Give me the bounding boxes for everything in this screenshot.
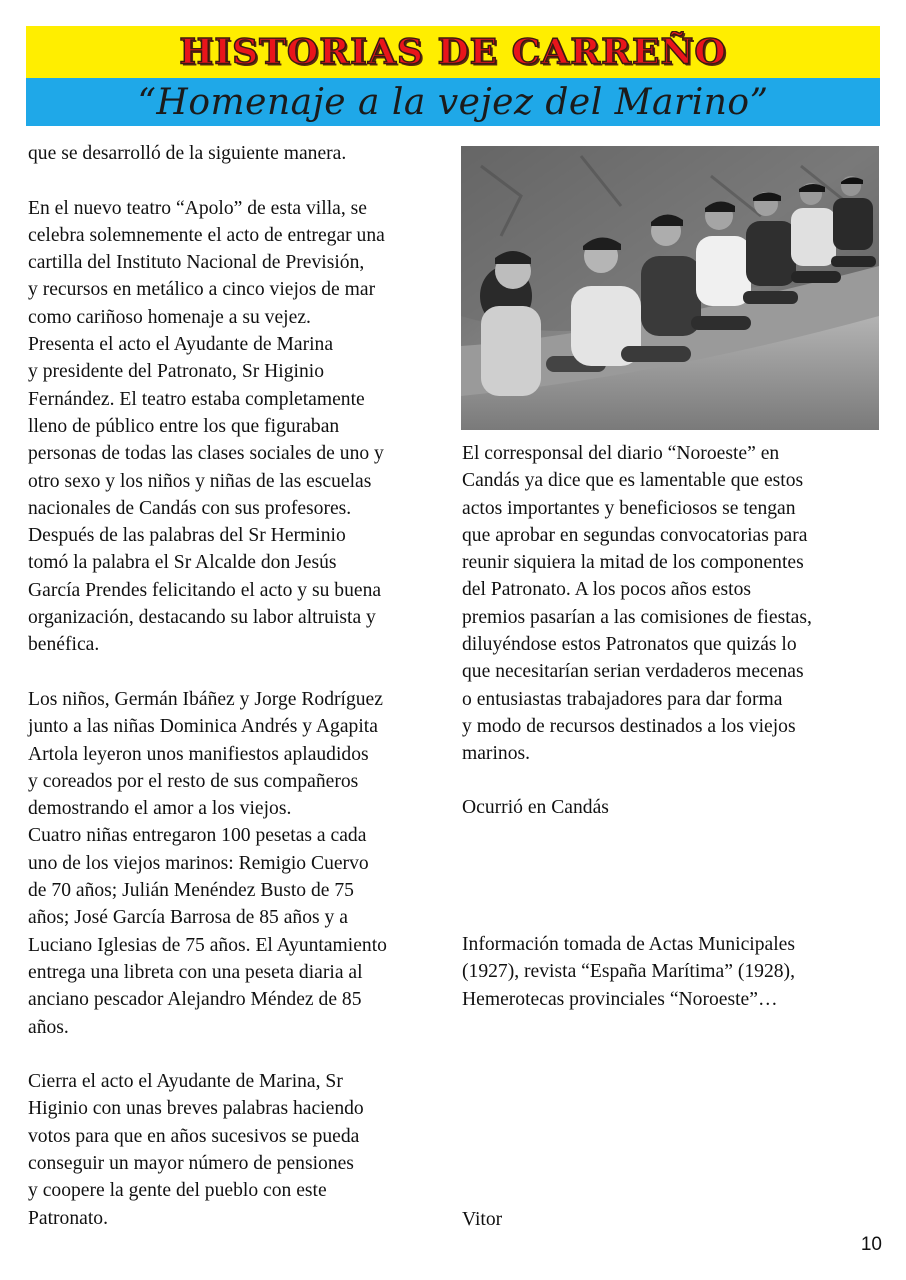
right-column-location: Ocurrió en Candás [462,797,609,818]
right-column-sources: Información tomada de Actas Municipales (1927), revista “España Marítima” (1928), Hemerotecas provinciales “Noroeste”… [462,934,795,1010]
page-number: 10 [860,1234,882,1255]
author-signature: Vitor [462,1209,503,1230]
left-column-text: que se desarrolló de la siguiente manera. En el nuevo teatro “Apolo” de esta villa, se celebra solemnemente el acto de entregar una cartilla del Instituto Nacional de Previsión, y recursos en metálico a cinco viejos de mar como cariñoso homenaje a su vejez. Presenta el acto el Ayudante de Marina y presidente del Patronato, Sr Higinio Fernández. El teatro estaba completamente lleno de público entre los que figuraban personas de todas las clases sociales de uno y otro sexo y los niños y niñas de las escuelas nacionales de Candás con sus profesores. Después de las palabras del Sr Herminio tomó la palabra el Sr Alcalde don Jesús García Prendes felicitando el acto y su buena organización, destacando su labor altruista y benéfica. Los niños, Germán Ibáñez y Jorge Rodríguez junto a las niñas Dominica Andrés y Agapita Artola leyeron unos manifiestos aplaudidos y coreados por el resto de sus compañeros demostrando el amor a los viejos. Cuatro niñas entregaron 100 pesetas a cada uno de los viejos marinos: Remigio Cuervo de 70 años; Julián Menéndez Busto de 75 años; José García Barrosa de 85 años y a Luciano Iglesias de 75 años. El Ayuntamiento entrega una libreta con una peseta diaria al anciano pescador Alejandro Méndez de 85 años. Cierra el acto el Ayudante de Marina, Sr Higinio con unas breves palabras haciendo votos para que en años sucesivos se pueda conseguir un mayor número de pensiones y coopere la gente del pueblo con este Patronato. [28,143,387,1229]
page-subtitle: “Homenaje a la vejez del Marino” [137,81,769,123]
right-column-paragraph: El corresponsal del diario “Noroeste” en Candás ya dice que es lamentable que estos actos importantes y beneficiosos se tengan que aprobar en segundas convocatorias para reunir siquiera la mitad de los componentes del Patronato. A los pocos años estos premios pasarían a las comisiones de fiestas, diluyéndose estos Patronatos que quizás lo que necesitarían serian verdaderos mecenas o entusiastas trabajadores para dar forma y modo de recursos destinados a los viejos marinos. [462,443,812,765]
title-banner [26,26,880,78]
photo-image [461,146,879,430]
photo-old-sailors-seated [461,146,879,430]
subtitle-banner [26,78,880,126]
page-title: HISTORIAS DE CARREÑO [179,32,727,72]
